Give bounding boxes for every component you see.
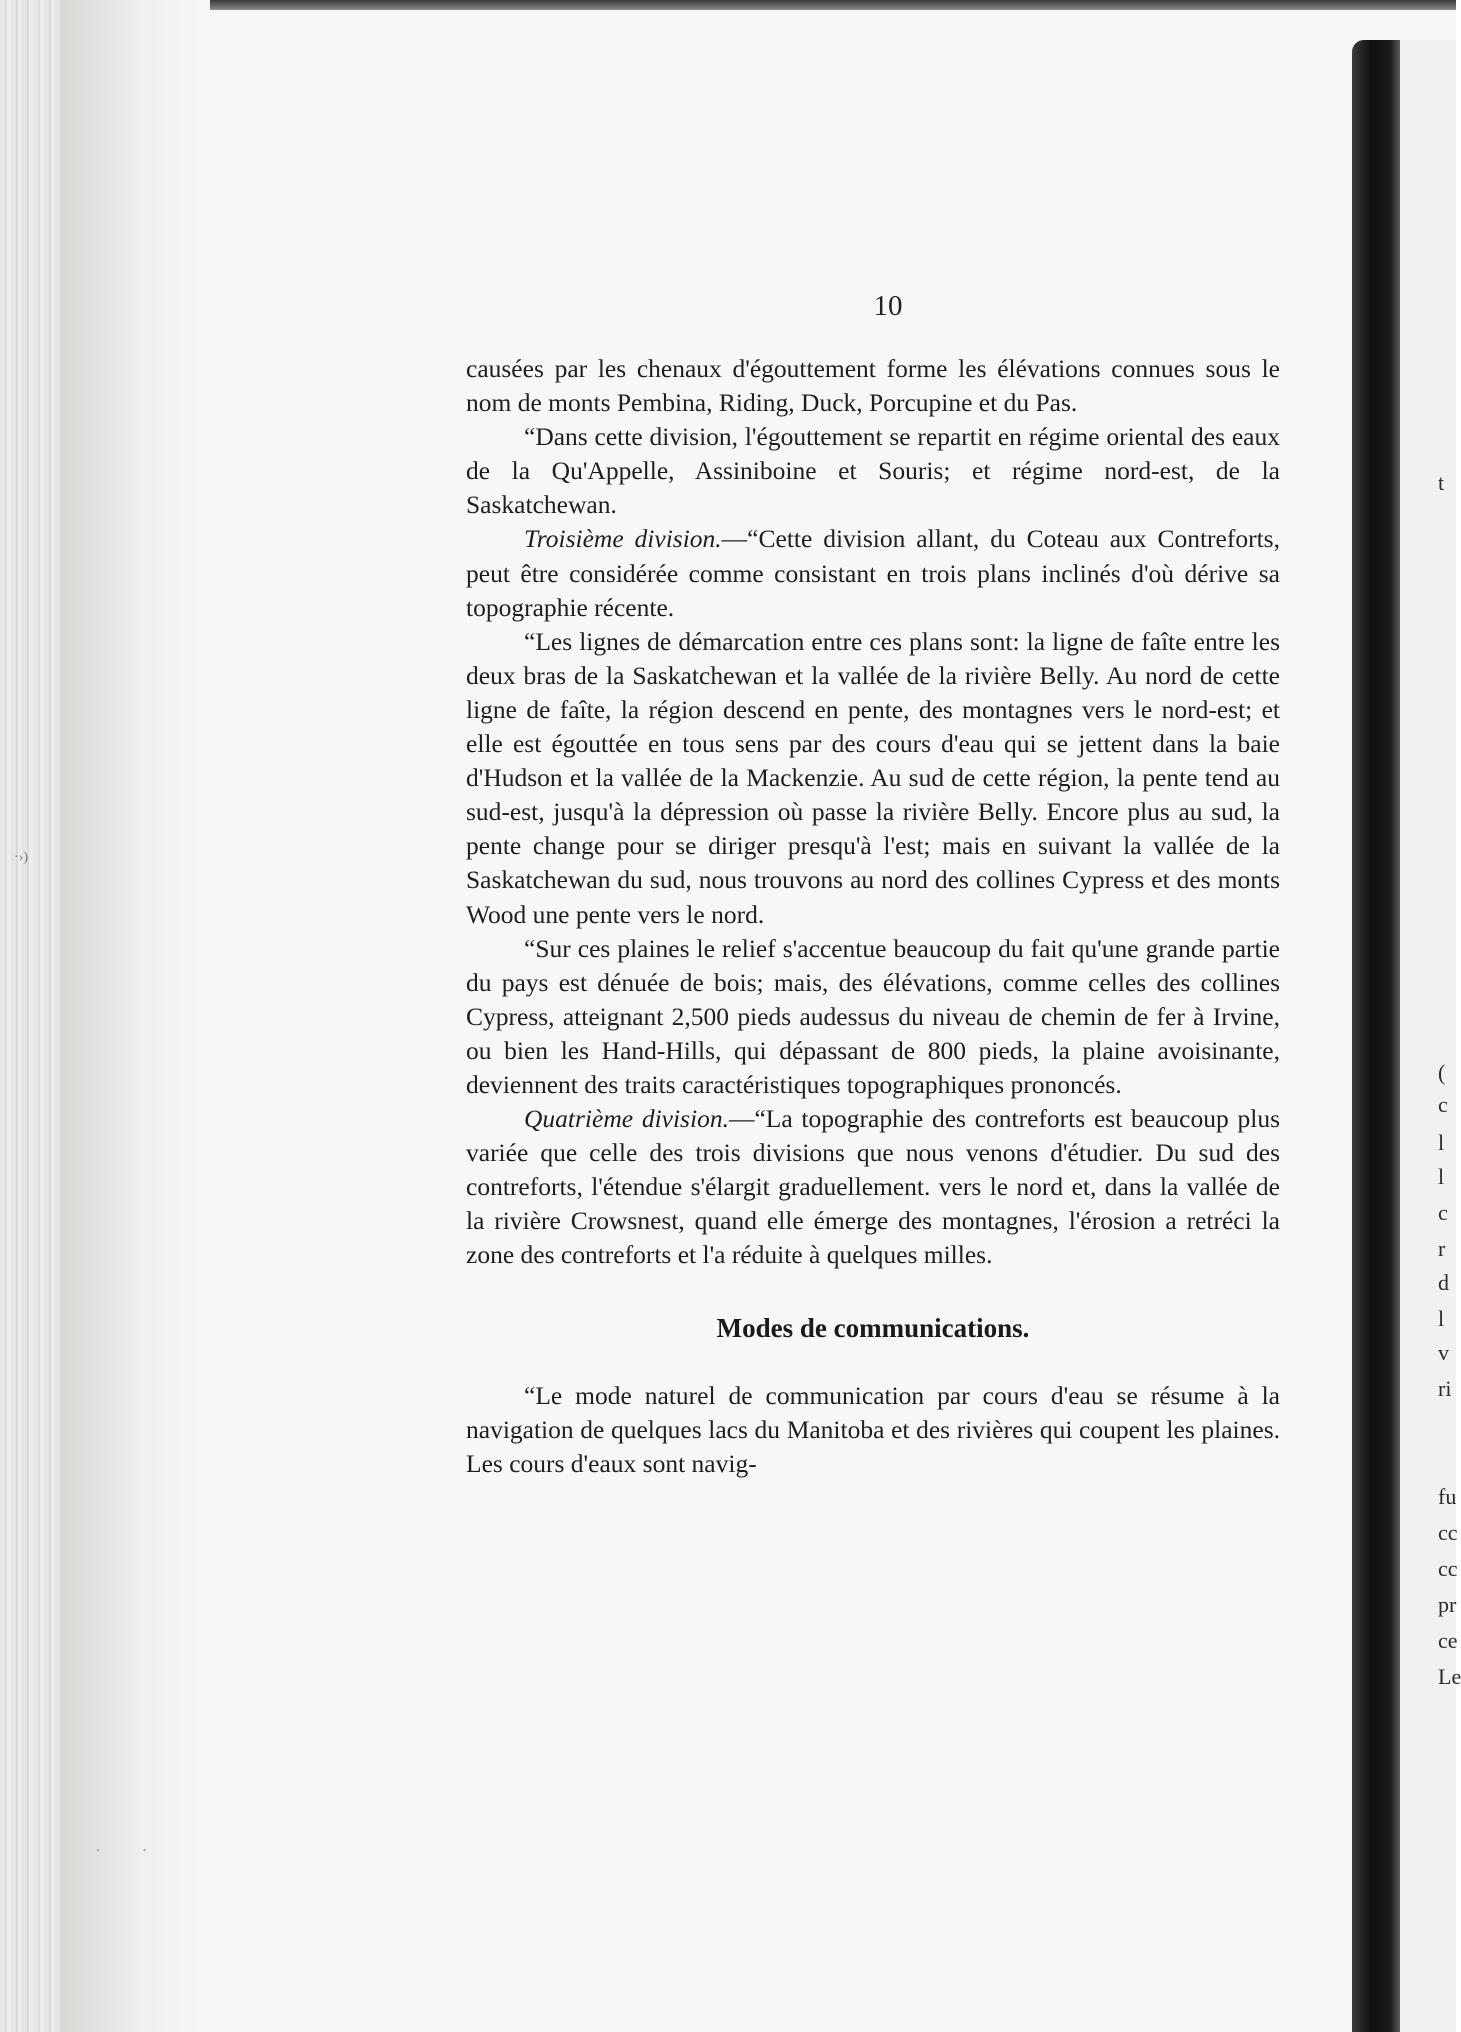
paragraph-text: “Sur ces plaines le relief s'accentue beaucoup du fait qu'une grande partie du pays est dénuée de bois; mais, des élévations, comme celles des collines Cypress, atteignant 2,500 pieds audessus du niveau de chemin de fer à Irvine, ou bien les Hand-Hills, qui dépassant de 800 pieds, la plaine avoisinante, deviennent des traits caractéristiques topographiques prononcés. [466, 933, 1280, 1099]
fragment: pr [1438, 1592, 1457, 1617]
fragment: c [1438, 1092, 1448, 1117]
fragment: d [1438, 1270, 1449, 1295]
section-heading: Modes de communications. [716, 1312, 1030, 1343]
paragraph-text: causées par les chenaux d'égouttement forme les élévations connues sous le nom de monts Pembina, Riding, Duck, Porcupine et du Pas. [466, 354, 1280, 418]
paragraph [466, 352, 1280, 420]
facing-page-edge [1400, 40, 1461, 2032]
fragment: t [1438, 470, 1445, 495]
paragraph-text: —“Cette division allant, du Coteau aux Contreforts, peut être considérée comme consistant en trois plans inclinés d'où dérive sa topographie récente. [466, 524, 1280, 622]
paragraph [466, 1379, 1280, 1481]
paragraph [466, 1102, 1280, 1272]
fragment: ri [1438, 1376, 1452, 1401]
left-margin-mark: ·›) [14, 850, 28, 865]
fragment: Le [1438, 1664, 1461, 1689]
fragment: l [1438, 1306, 1445, 1331]
fragment: fu [1438, 1484, 1457, 1509]
paragraph-text: “Dans cette division, l'égouttement se repartit en régime oriental des eaux de la Qu'Appelle, Assiniboine et Souris; et régime nord-est, de la Saskatchewan. [466, 422, 1280, 520]
left-page-edges [0, 0, 60, 2032]
fragment: v [1438, 1340, 1449, 1365]
paragraph [466, 420, 1280, 522]
paragraph [466, 522, 1280, 624]
fragment: ( [1438, 1060, 1446, 1085]
paragraph-text: —“La topographie des contreforts est beaucoup plus variée que celle des trois divisions que nous venons d'étudier. Du sud des contreforts, l'étendue s'élargit graduellement. vers le nord et, dans la vallée de la rivière Crowsnest, quand elle émerge des montagnes, l'érosion a retréci la zone des contreforts et l'a réduite à quelques milles. [466, 1104, 1281, 1270]
fragment: cc [1438, 1556, 1458, 1581]
scan-top-edge [0, 0, 1456, 10]
paragraph [466, 625, 1280, 932]
paragraph-text: “Le mode naturel de communication par cours d'eau se résume à la navigation de quelques lacs du Manitoba et des rivières qui coupent les plaines. Les cours d'eaux sont navig- [466, 1380, 1280, 1478]
body-text [466, 352, 1280, 1481]
division-title: Troisième division. [524, 524, 722, 554]
page-number: 10 [873, 290, 903, 322]
fragment: l [1438, 1164, 1445, 1189]
fragment: cc [1438, 1520, 1458, 1545]
book-gutter [1352, 40, 1400, 2032]
division-title: Quatrième division. [524, 1104, 729, 1134]
paragraph-text: “Les lignes de démarcation entre ces plans sont: la ligne de faîte entre les deux bras de la Saskatchewan et la vallée de la rivière Belly. Au nord de cette ligne de faîte, la région descend en pente, des montagnes vers le nord-est; et elle est égouttée en tous sens par des cours d'eau qui se jettent dans la baie d'Hudson et la vallée de la Mackenzie. Au sud de cette région, la pente tend au sud-est, jusqu'à la dépression où passe la rivière Belly. Encore plus au sud, la pente change pour se diriger presqu'à l'est; mais en suivant la vallée de la Saskatchewan du sud, nous trouvons au nord des collines Cypress et des monts Wood une pente vers le nord. [466, 626, 1280, 929]
paragraph [466, 932, 1280, 1102]
fragment: r [1438, 1236, 1446, 1261]
left-page-shadow [60, 0, 210, 2032]
fragment: l [1438, 1130, 1445, 1155]
fragment: ce [1438, 1628, 1458, 1653]
left-margin-dots: · · [95, 1840, 166, 1860]
fragment: c [1438, 1200, 1448, 1225]
